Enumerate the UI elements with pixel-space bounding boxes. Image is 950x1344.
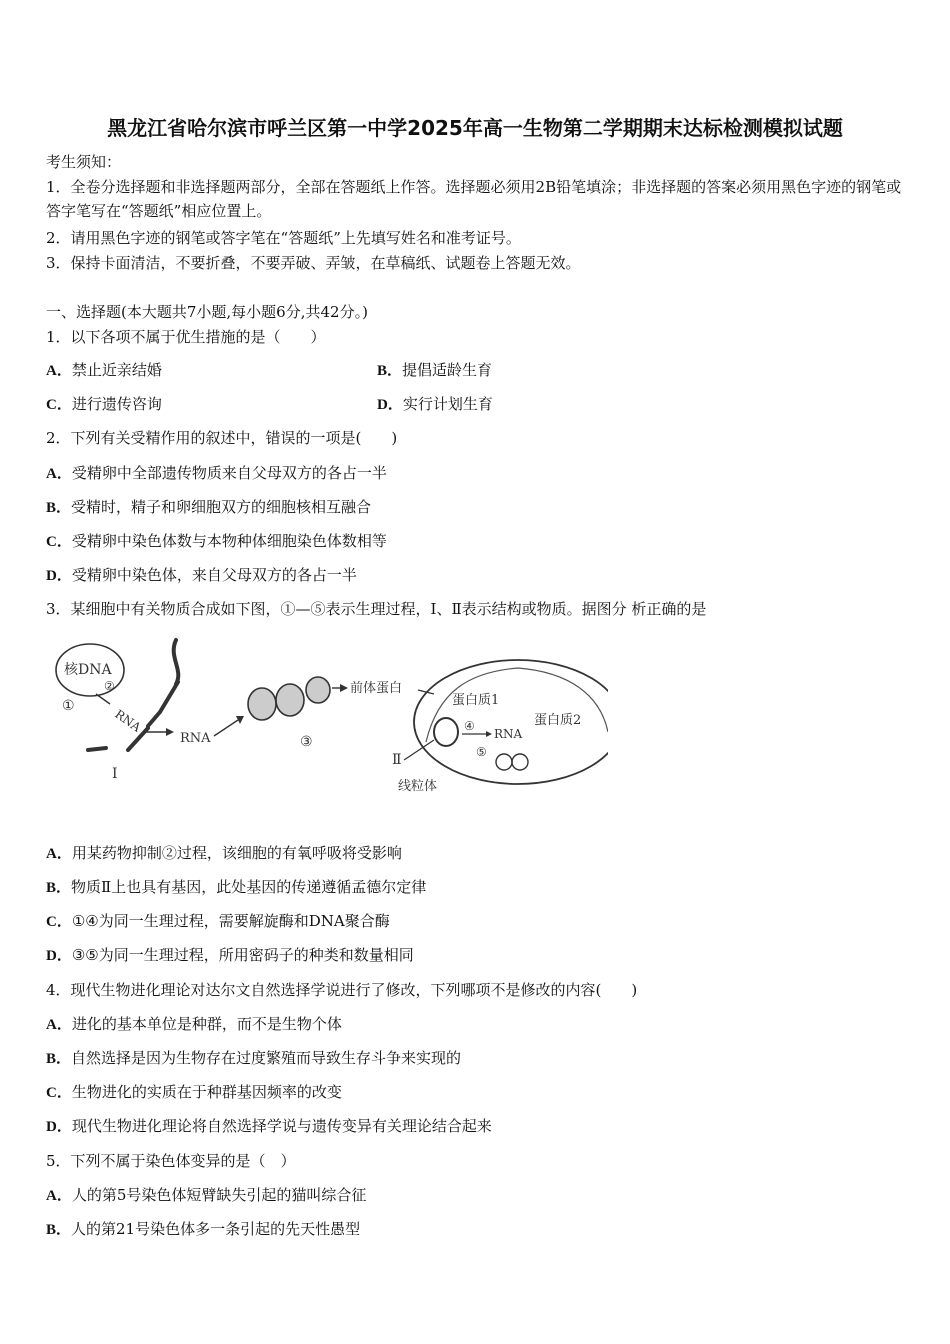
question-4-option-d[interactable] (46, 1116, 492, 1137)
option-text: ①④为同一生理过程，需要解旋酶和DNA聚合酶 (71, 912, 390, 930)
option-text: 受精卵中染色体数与本物种体细胞染色体数相等 (71, 532, 387, 550)
question-1-stem: 1．以下各项不属于优生措施的是（ ） (46, 328, 326, 346)
option-label: D． (46, 948, 72, 964)
option-label: B． (46, 1051, 72, 1067)
middle-rna-label: RNA (180, 731, 211, 746)
question-1-option-d[interactable] (377, 394, 493, 415)
process-1-label: ① (62, 698, 75, 714)
question-4-stem: 4．现代生物进化理论对达尔文自然选择学说进行了修改，下列哪项不是修改的内容( ) (46, 981, 638, 999)
question-3-stem: 3．某细胞中有关物质合成如下图，①—⑤表示生理过程，Ⅰ、Ⅱ表示结构或物质。据图分 析正确的是 (46, 600, 707, 618)
process-2-label: ② (104, 679, 115, 693)
option-text: ③⑤为同一生理过程，所用密码子的种类和数量相同 (71, 946, 414, 964)
option-text: 用某药物抑制②过程，该细胞的有氧呼吸将受影响 (71, 844, 402, 862)
option-text: 实行计划生育 (402, 395, 493, 413)
option-label: D． (46, 568, 72, 584)
protein-2-label: 蛋白质2 (534, 713, 582, 728)
question-1-option-a[interactable] (46, 360, 162, 381)
question-2-stem: 2．下列有关受精作用的叙述中，错误的一项是( ) (46, 429, 398, 447)
question-5-option-a[interactable] (46, 1185, 366, 1206)
protein-synthesis-diagram (48, 632, 608, 802)
option-text: 受精卵中全部遗传物质来自父母双方的各占一半 (71, 464, 387, 482)
protein-1-label: 蛋白质1 (452, 693, 500, 708)
question-3-option-a[interactable] (46, 843, 402, 864)
nuclear-dna-label: 核DNA (64, 662, 112, 678)
diagonal-rna-label: RNA (112, 706, 144, 735)
question-2-option-b[interactable] (46, 497, 371, 518)
option-label: B． (46, 880, 72, 896)
option-label: B． (46, 500, 72, 516)
option-text: 进行遗传咨询 (71, 395, 162, 413)
question-3-option-d[interactable] (46, 945, 414, 966)
option-label: C． (46, 1085, 72, 1101)
process-4-label: ④ (464, 719, 475, 733)
option-text: 受精时，精子和卵细胞双方的细胞核相互融合 (71, 498, 372, 516)
page-title: 黑龙江省哈尔滨市呼兰区第一中学2025年高一生物第二学期期末达标检测模拟试题 (107, 116, 843, 140)
notice-heading: 考生须知： (46, 153, 122, 171)
option-text: 现代生物进化理论将自然选择学说与遗传变异有关理论结合起来 (71, 1117, 492, 1135)
section-heading: 一、选择题(本大题共7小题,每小题6分,共42分。) (46, 303, 368, 321)
question-2-option-a[interactable] (46, 463, 387, 484)
option-label: A． (46, 1017, 72, 1033)
option-label: C． (46, 534, 72, 550)
notice-item-1: 1．全卷分选择题和非选择题两部分，全部在答题纸上作答。选择题必须用2B铅笔填涂；非选择题的答案必须用黑色字迹的钢笔或答字笔写在“答题纸”相应位置上。 (46, 178, 902, 220)
mito-rna-label: RNA (494, 727, 523, 741)
option-label: D． (46, 1119, 72, 1135)
question-3-option-b[interactable] (46, 877, 426, 898)
question-4-option-c[interactable] (46, 1082, 342, 1103)
option-label: A． (46, 466, 72, 482)
roman-1-label: Ⅰ (112, 766, 118, 782)
option-text: 提倡适龄生育 (402, 361, 493, 379)
option-text: 禁止近亲结婚 (71, 361, 162, 379)
notice-item-2: 2．请用黑色字迹的钢笔或答字笔在“答题纸”上先填写姓名和准考证号。 (46, 229, 521, 247)
option-text: 自然选择是因为生物存在过度繁殖而导致生存斗争来实现的 (71, 1049, 462, 1067)
process-3-label: ③ (300, 734, 313, 750)
roman-2-label: Ⅱ (392, 752, 402, 768)
option-label: A． (46, 363, 72, 379)
question-2-option-d[interactable] (46, 565, 357, 586)
option-label: B． (46, 1222, 72, 1238)
mitochondrion-label: 线粒体 (398, 779, 438, 794)
question-1-option-c[interactable] (46, 394, 162, 415)
option-text: 物质Ⅱ上也具有基因，此处基因的传递遵循孟德尔定律 (71, 878, 427, 896)
option-label: C． (46, 397, 72, 413)
option-label: A． (46, 846, 72, 862)
process-5-label: ⑤ (476, 745, 487, 759)
option-text: 生物进化的实质在于种群基因频率的改变 (71, 1083, 342, 1101)
notice-item-3: 3．保持卡面清洁，不要折叠，不要弄破、弄皱，在草稿纸、试题卷上答题无效。 (46, 254, 581, 272)
question-4-option-a[interactable] (46, 1014, 342, 1035)
question-5-option-b[interactable] (46, 1219, 360, 1240)
option-label: C． (46, 914, 72, 930)
question-3-option-c[interactable] (46, 911, 390, 932)
option-text: 受精卵中染色体，来自父母双方的各占一半 (71, 566, 357, 584)
precursor-protein-label: 前体蛋白 (350, 681, 403, 696)
option-label: B． (377, 363, 403, 379)
option-label: A． (46, 1188, 72, 1204)
question-2-option-c[interactable] (46, 531, 387, 552)
option-label: D． (377, 397, 403, 413)
question-4-option-b[interactable] (46, 1048, 461, 1069)
option-text: 人的第5号染色体短臂缺失引起的猫叫综合征 (71, 1186, 367, 1204)
option-text: 人的第21号染色体多一条引起的先天性愚型 (71, 1220, 361, 1238)
question-5-stem: 5．下列不属于染色体变异的是（ ） (46, 1152, 296, 1170)
question-1-option-b[interactable] (377, 360, 492, 381)
option-text: 进化的基本单位是种群，而不是生物个体 (71, 1015, 342, 1033)
